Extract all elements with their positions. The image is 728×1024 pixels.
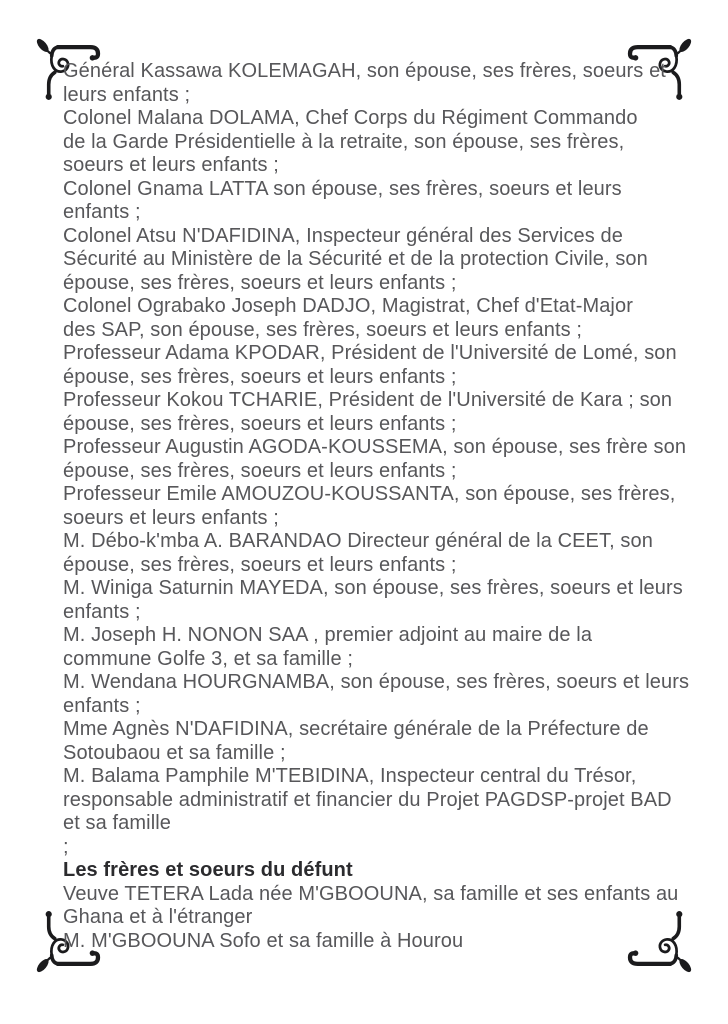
text-line: Ghana et à l'étranger — [63, 906, 253, 928]
paragraph — [63, 436, 710, 483]
text-line: et sa famille — [63, 812, 172, 834]
text-line: Colonel Malana DOLAMA, Chef Corps du Régiment Commando — [63, 107, 638, 129]
paragraph — [63, 624, 710, 671]
text-line: épouse, ses frères, soeurs et leurs enfants ; — [63, 459, 457, 482]
text-line: des SAP, son épouse, ses frères, soeurs et leurs enfants ; — [63, 318, 583, 341]
paragraph — [63, 671, 710, 718]
text-line: Professeur Kokou TCHARIE, Président de l'Université de Kara ; son — [63, 389, 673, 411]
text-line: de la Garde Présidentielle à la retraite, son épouse, ses frères, — [63, 130, 625, 153]
paragraph — [63, 836, 710, 860]
text-line: soeurs et leurs enfants ; — [63, 506, 279, 529]
text-line: leurs enfants ; — [63, 83, 191, 106]
text-line: Colonel Ograbako Joseph DADJO, Magistrat, Chef d'Etat-Major — [63, 295, 633, 317]
paragraph — [63, 930, 710, 954]
paragraph — [63, 883, 710, 930]
text-line: M. Débo-k'mba A. BARANDAO Directeur général de la CEET, son — [63, 530, 653, 552]
text-line: Les frères et soeurs du défunt — [63, 859, 353, 881]
paragraph — [63, 765, 710, 836]
text-line: M. M'GBOOUNA Sofo et sa famille à Hourou — [63, 929, 464, 952]
text-line: M. Joseph H. NONON SAA , premier adjoint au maire de la — [63, 624, 593, 646]
text-line: ; — [63, 835, 69, 858]
text-line: Professeur Emile AMOUZOU-KOUSSANTA, son épouse, ses frères, — [63, 483, 676, 505]
paragraph — [63, 389, 710, 436]
text-line: enfants ; — [63, 694, 141, 717]
paragraph — [63, 577, 710, 624]
text-line: épouse, ses frères, soeurs et leurs enfants ; — [63, 365, 457, 388]
text-line: épouse, ses frères, soeurs et leurs enfants ; — [63, 412, 457, 435]
paragraph — [63, 530, 710, 577]
paragraph — [63, 225, 710, 296]
paragraph — [63, 342, 710, 389]
text-line: enfants ; — [63, 600, 141, 623]
text-line: épouse, ses frères, soeurs et leurs enfants ; — [63, 553, 457, 576]
text-line: enfants ; — [63, 201, 141, 223]
text-line: responsable administratif et financier du Projet PAGDSP-projet BAD — [63, 788, 672, 811]
text-line: M. Winiga Saturnin MAYEDA, son épouse, ses frères, soeurs et leurs — [63, 577, 683, 599]
text-line: Colonel Gnama LATTA son épouse, ses frères, soeurs et leurs — [63, 177, 622, 200]
text-line: commune Golfe 3, et sa famille ; — [63, 647, 353, 670]
paragraph — [63, 178, 710, 225]
section-heading — [63, 859, 710, 883]
paragraph — [63, 107, 710, 178]
paragraph — [63, 483, 710, 530]
text-line: Mme Agnès N'DAFIDINA, secrétaire générale de la Préfecture de — [63, 718, 649, 740]
text-line: M. Balama Pamphile M'TEBIDINA, Inspecteur central du Trésor, — [63, 765, 637, 787]
paragraph — [63, 295, 710, 342]
paragraph — [63, 718, 710, 765]
text-line: soeurs et leurs enfants ; — [63, 154, 279, 176]
text-line: Général Kassawa KOLEMAGAH, son épouse, ses frères, soeurs et — [63, 60, 666, 82]
text-line: Professeur Augustin AGODA-KOUSSEMA, son épouse, ses frère son — [63, 436, 687, 458]
text-line: M. Wendana HOURGNAMBA, son épouse, ses frères, soeurs et leurs — [63, 671, 690, 693]
text-line: Veuve TETERA Lada née M'GBOOUNA, sa famille et ses enfants au — [63, 882, 679, 905]
paragraph-list — [63, 60, 710, 953]
text-line: Sotoubaou et sa famille ; — [63, 741, 286, 764]
paragraph — [63, 60, 710, 107]
text-line: Professeur Adama KPODAR, Président de l'Université de Lomé, son — [63, 342, 677, 364]
text-line: épouse, ses frères, soeurs et leurs enfants ; — [63, 271, 457, 294]
text-line: Colonel Atsu N'DAFIDINA, Inspecteur général des Services de — [63, 224, 623, 247]
text-line: Sécurité au Ministère de la Sécurité et de la protection Civile, son — [63, 248, 648, 270]
